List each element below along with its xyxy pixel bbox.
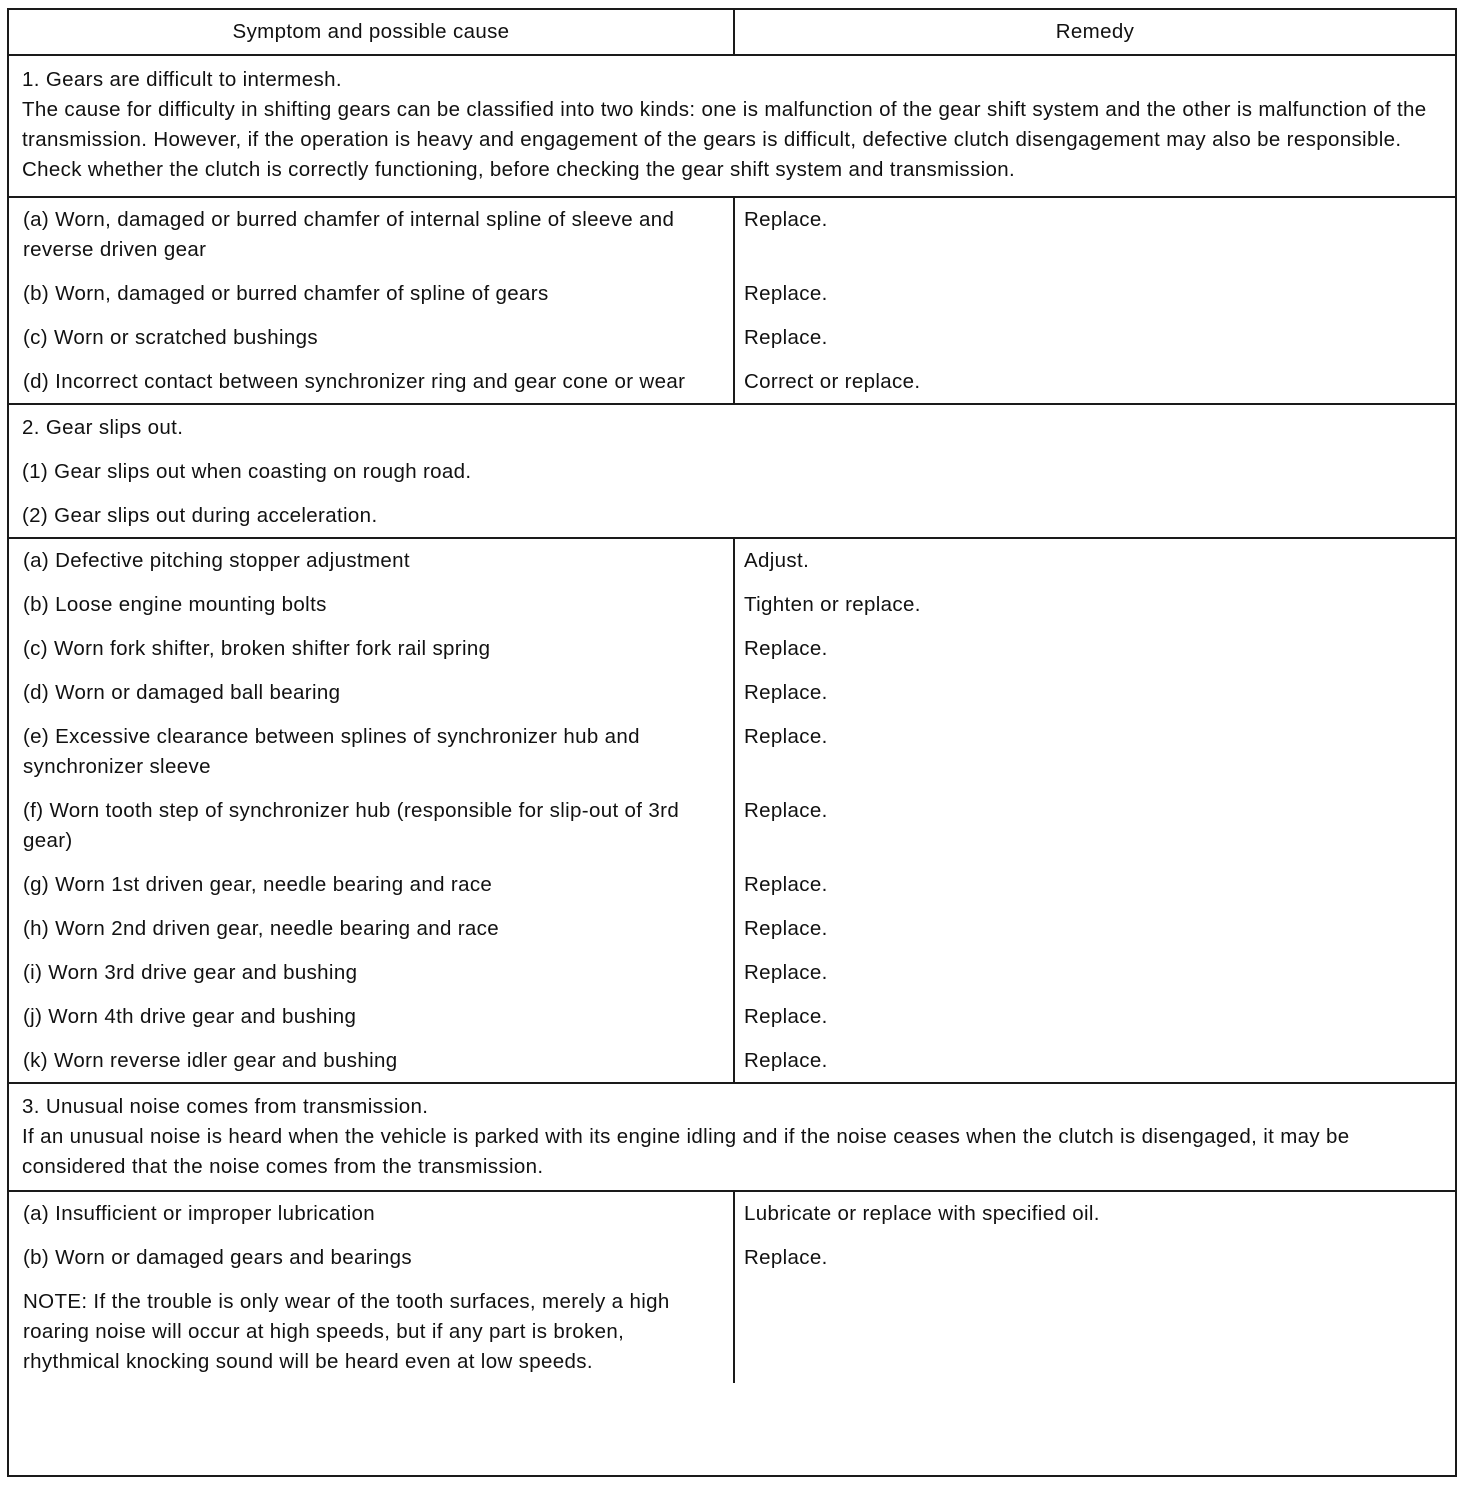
cause-item: (h) Worn 2nd driven gear, needle bearing and race bbox=[23, 917, 500, 940]
remedy-item: Replace. bbox=[744, 637, 828, 660]
remedy-item: Correct or replace. bbox=[744, 370, 921, 393]
section-3-header-row bbox=[9, 1083, 1455, 1191]
cause-item: (d) Incorrect contact between synchronizer ring and gear cone or wear bbox=[23, 370, 686, 393]
section-2-condition: (2) Gear slips out during acceleration. bbox=[22, 504, 378, 527]
section-1-description: The cause for difficulty in shifting gears can be classified into two kinds: one is malfunction of the gear shift system and the other is malfunction of the transmission. However, if the operation is heavy and engagement of the gears is difficult, defective clutch disengagement may also be responsible. Check whether the clutch is correctly functioning, before checking the gear shift system and transmission. bbox=[22, 98, 1427, 181]
remedy-item: Replace. bbox=[744, 326, 828, 349]
cause-item: (c) Worn or scratched bushings bbox=[23, 326, 318, 349]
cause-item: (a) Insufficient or improper lubrication bbox=[23, 1202, 376, 1225]
section-1-causes bbox=[9, 197, 734, 404]
cause-item: (e) Excessive clearance between splines of synchronizer hub and synchronizer sleeve bbox=[23, 725, 640, 778]
section-2-causes bbox=[9, 538, 734, 1083]
section-2-condition: (1) Gear slips out when coasting on rough road. bbox=[22, 460, 472, 483]
remedy-item: Replace. bbox=[744, 799, 828, 822]
remedy-item: Lubricate or replace with specified oil. bbox=[744, 1202, 1100, 1225]
section-3-causes-row bbox=[9, 1191, 1455, 1383]
cause-item: (c) Worn fork shifter, broken shifter fork rail spring bbox=[23, 637, 491, 660]
cause-item: (i) Worn 3rd drive gear and bushing bbox=[23, 961, 358, 984]
cause-item: (b) Worn or damaged gears and bearings bbox=[23, 1246, 412, 1269]
remedy-item: Adjust. bbox=[744, 549, 810, 572]
section-1-heading bbox=[9, 55, 1455, 197]
cause-item: (f) Worn tooth step of synchronizer hub (responsible for slip-out of 3rd gear) bbox=[23, 799, 680, 852]
remedy-item: Replace. bbox=[744, 1246, 828, 1269]
remedy-item: Replace. bbox=[744, 681, 828, 704]
remedy-item: Replace. bbox=[744, 725, 828, 748]
header-remedy: Remedy bbox=[734, 10, 1455, 55]
cause-item: (a) Worn, damaged or burred chamfer of internal spline of sleeve and reverse driven gear bbox=[23, 208, 675, 261]
remedy-item: Replace. bbox=[744, 1005, 828, 1028]
header-row bbox=[9, 10, 1455, 55]
troubleshooting-table bbox=[7, 8, 1457, 1477]
section-2-remedies bbox=[734, 538, 1455, 1083]
cause-item: (a) Defective pitching stopper adjustment bbox=[23, 549, 410, 572]
section-3-heading bbox=[9, 1083, 1455, 1191]
remedy-item: Replace. bbox=[744, 282, 828, 305]
symptom-remedy-table bbox=[9, 10, 1455, 1383]
cause-item: (g) Worn 1st driven gear, needle bearing and race bbox=[23, 873, 493, 896]
note-text: NOTE: If the trouble is only wear of the tooth surfaces, merely a high roaring noise will occur at high speeds, but if any part is broken, rhythmical knocking sound will be heard even at low speeds. bbox=[23, 1290, 670, 1373]
section-1-causes-row bbox=[9, 197, 1455, 404]
section-1-title: 1. Gears are difficult to intermesh. bbox=[22, 68, 342, 91]
remedy-item: Tighten or replace. bbox=[744, 593, 921, 616]
remedy-item: Replace. bbox=[744, 917, 828, 940]
remedy-item: Replace. bbox=[744, 873, 828, 896]
section-2-header-row bbox=[9, 404, 1455, 538]
section-1-remedies bbox=[734, 197, 1455, 404]
section-3-remedies bbox=[734, 1191, 1455, 1383]
remedy-item: Replace. bbox=[744, 961, 828, 984]
section-2-heading bbox=[9, 404, 1455, 538]
section-3-description: If an unusual noise is heard when the vehicle is parked with its engine idling and if the noise ceases when the clutch is disengaged, it may be considered that the noise comes from the transmission. bbox=[22, 1125, 1350, 1178]
remedy-item: Replace. bbox=[744, 1049, 828, 1072]
section-2-title: 2. Gear slips out. bbox=[22, 416, 184, 439]
cause-item: (b) Loose engine mounting bolts bbox=[23, 593, 327, 616]
section-2-causes-row bbox=[9, 538, 1455, 1083]
section-3-causes bbox=[9, 1191, 734, 1383]
section-3-title: 3. Unusual noise comes from transmission. bbox=[22, 1095, 429, 1118]
cause-item: (d) Worn or damaged ball bearing bbox=[23, 681, 341, 704]
cause-item: (b) Worn, damaged or burred chamfer of spline of gears bbox=[23, 282, 549, 305]
remedy-item: Replace. bbox=[744, 208, 828, 231]
cause-item: (k) Worn reverse idler gear and bushing bbox=[23, 1049, 398, 1072]
section-1-header-row bbox=[9, 55, 1455, 197]
header-symptom-cause: Symptom and possible cause bbox=[9, 10, 734, 55]
cause-item: (j) Worn 4th drive gear and bushing bbox=[23, 1005, 357, 1028]
